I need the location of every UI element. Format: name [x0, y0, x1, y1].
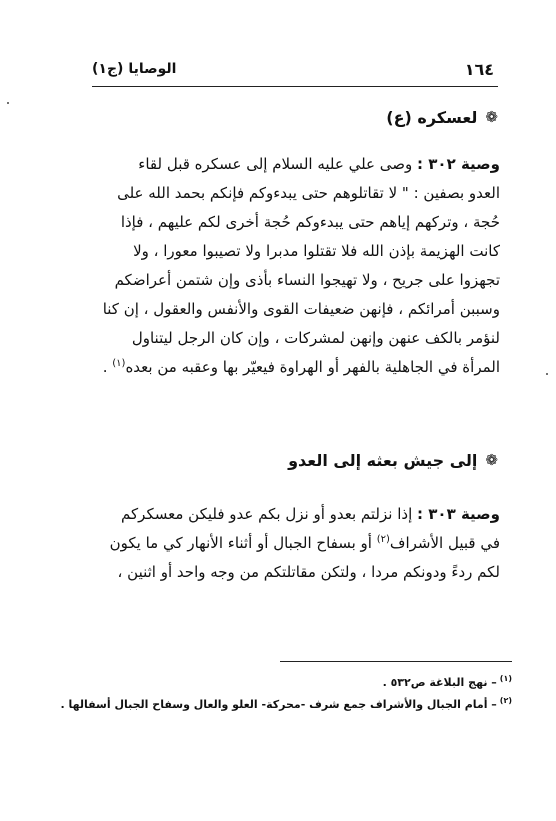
text-line: كانت الهزيمة بإذن الله فلا تقتلوا مدبرا ولا تصيبوا معورا ، ولا — [133, 242, 500, 260]
section-title: لعسكره (ع) — [386, 108, 478, 127]
footnote-ref-2: (٢) — [376, 534, 390, 545]
section-heading-army — [386, 108, 498, 127]
section-title: إلى جيش بعثه إلى العدو — [288, 451, 478, 470]
section-heading-enemy — [288, 451, 498, 470]
text-line: لنؤمر بالكف عنهن وإنهن لمشركات ، وإن كان الرجل ليتناول — [131, 329, 500, 347]
running-title: الوصايا (ج١) — [92, 61, 177, 77]
scan-speck — [546, 373, 548, 375]
page-number: ١٦٤ — [464, 60, 494, 79]
text-line: العدو بصفين : " لا تقاتلوهم حتى يبدءوكم فإنكم بحمد الله على — [117, 184, 500, 202]
scan-speck — [7, 102, 9, 104]
text-line: وسببن أمرائكم ، فإنهن ضعيفات القوى والأنفس والعقول ، إن كنا — [102, 300, 500, 318]
footnote-text: – أمام الجبال والأشراف جمع شرف -محركة- العلو والعال وسفاح الجبال أسفالها . — [60, 698, 497, 711]
flower-icon: ❁ — [485, 108, 498, 126]
text-line: وصية ٣٠٢ : وصى علي عليه السلام إلى عسكره قبل لقاء — [138, 155, 500, 173]
page-header — [92, 56, 498, 87]
testament-303-paragraph — [44, 500, 500, 587]
footnote-ref-1: (١) — [112, 358, 126, 369]
footnote-number: (٢) — [499, 696, 512, 706]
footnote-1 — [40, 672, 512, 694]
text-line: تجهزوا على جريح ، ولا تهيجوا النساء بأذى وإن شتمن أعراضكم — [114, 271, 500, 289]
footnote-divider — [280, 661, 512, 662]
text-line: حُجة ، وتركهم إياهم حتى يبدءوكم حُجة أخرى لكم عليهم ، فإذا — [120, 213, 500, 231]
text-line: وصية ٣٠٣ : إذا نزلتم بعدو أو نزل بكم عدو فليكن معسكركم — [121, 505, 500, 523]
flower-icon: ❁ — [485, 451, 498, 469]
testament-302-paragraph — [44, 150, 500, 382]
testament-number: وصية ٣٠٢ : — [417, 155, 500, 173]
text-line: المرأة في الجاهلية بالفهر أو الهراوة فيعيّر بها وعقبه من بعده$^{(١)}$ . — [102, 358, 500, 376]
text-line: لكم ردءً ودونكم مردا ، ولتكن مقاتلتكم من وجه واحد أو اثنين ، — [117, 563, 500, 581]
footnote-2 — [40, 694, 512, 716]
testament-number: وصية ٣٠٣ : — [417, 505, 500, 523]
footnote-number: (١) — [499, 674, 512, 684]
footnotes — [40, 672, 512, 716]
footnote-text: – نهج البلاغة ص٥٣٢ . — [382, 676, 497, 689]
text-line: في قبيل الأشراف$^{(٢)}$ أو بسفاح الجبال أو أثناء الأنهار كي ما يكون — [109, 534, 500, 552]
